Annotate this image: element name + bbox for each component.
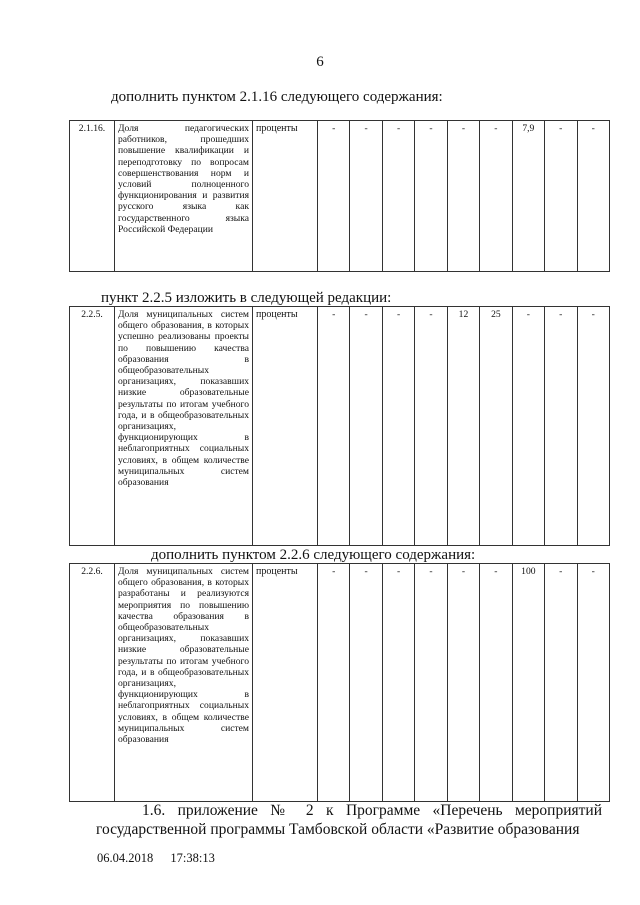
unit-cell: проценты: [253, 307, 318, 546]
section-heading-2-1-16: дополнить пунктом 2.1.16 следующего содержания:: [111, 89, 443, 105]
indicator-table-2-2-5: [69, 306, 610, 546]
row-number: 2.1.16.: [70, 121, 115, 272]
value-cell: -: [577, 121, 610, 272]
value-cell: -: [382, 564, 414, 802]
value-cell: 25: [480, 307, 512, 546]
value-cell: 100: [512, 564, 544, 802]
value-cell: -: [577, 564, 610, 802]
row-number: 2.2.6.: [70, 564, 115, 802]
table-row: [70, 307, 610, 546]
value-cell: -: [318, 121, 350, 272]
print-timestamp: [97, 851, 229, 866]
value-cell: -: [415, 121, 447, 272]
table-row: [70, 564, 610, 802]
value-cell: -: [447, 121, 479, 272]
indicator-description: Доля муниципальных систем общего образования, в которых успешно реализованы проекты по повышению качества образования в общеобразовательных организациях, показавших низкие образовательные результаты по итогам учебного года, и в общеобразовательных организациях, функционирующих в неблагоприятных социальных условиях, в общем количестве муниципальных систем образования: [115, 307, 253, 546]
row-number: 2.2.5.: [70, 307, 115, 546]
value-cell: -: [447, 564, 479, 802]
section-heading-2-2-5: пункт 2.2.5 изложить в следующей редакции:: [101, 290, 392, 306]
value-cell: -: [480, 564, 512, 802]
value-cell: -: [382, 121, 414, 272]
value-cell: -: [577, 307, 610, 546]
value-cell: -: [415, 307, 447, 546]
unit-cell: проценты: [253, 121, 318, 272]
value-cell: -: [480, 121, 512, 272]
value-cell: 12: [447, 307, 479, 546]
indicator-table-2-2-6: [69, 563, 610, 802]
value-cell: -: [318, 307, 350, 546]
value-cell: -: [382, 307, 414, 546]
value-cell: -: [318, 564, 350, 802]
value-cell: -: [350, 307, 382, 546]
value-cell: -: [415, 564, 447, 802]
table-row: [70, 121, 610, 272]
value-cell: -: [545, 121, 577, 272]
closing-paragraph: [96, 801, 602, 839]
unit-cell: проценты: [253, 564, 318, 802]
page-number: 6: [316, 54, 324, 70]
print-date: 06.04.2018: [97, 851, 154, 865]
value-cell: 7,9: [512, 121, 544, 272]
value-cell: -: [545, 307, 577, 546]
section-heading-2-2-6: дополнить пунктом 2.2.6 следующего содержания:: [151, 547, 476, 563]
value-cell: -: [512, 307, 544, 546]
indicator-table-2-1-16: [69, 120, 610, 272]
value-cell: -: [350, 121, 382, 272]
print-time: 17:38:13: [170, 851, 215, 865]
value-cell: -: [545, 564, 577, 802]
indicator-description: Доля педагогических работников, прошедших повышение квалификации и переподготовку по вопросам совершенствования норм и условий полноценного функционирования и развития русского языка как государственного языка Российской Федерации: [115, 121, 253, 272]
closing-paragraph-text: 1.6. приложение № 2 к Программе «Перечень мероприятий государственной программы Тамбовской области «Развитие образования: [96, 802, 602, 838]
value-cell: -: [350, 564, 382, 802]
indicator-description: Доля муниципальных систем общего образования, в которых разработаны и реализуются мероприятия по повышению качества образования в общеобразовательных организациях, показавших низкие образовательные результаты по итогам учебного года, и в общеобразовательных организациях, функционирующих в неблагоприятных социальных условиях, в общем количестве муниципальных систем образования: [115, 564, 253, 802]
